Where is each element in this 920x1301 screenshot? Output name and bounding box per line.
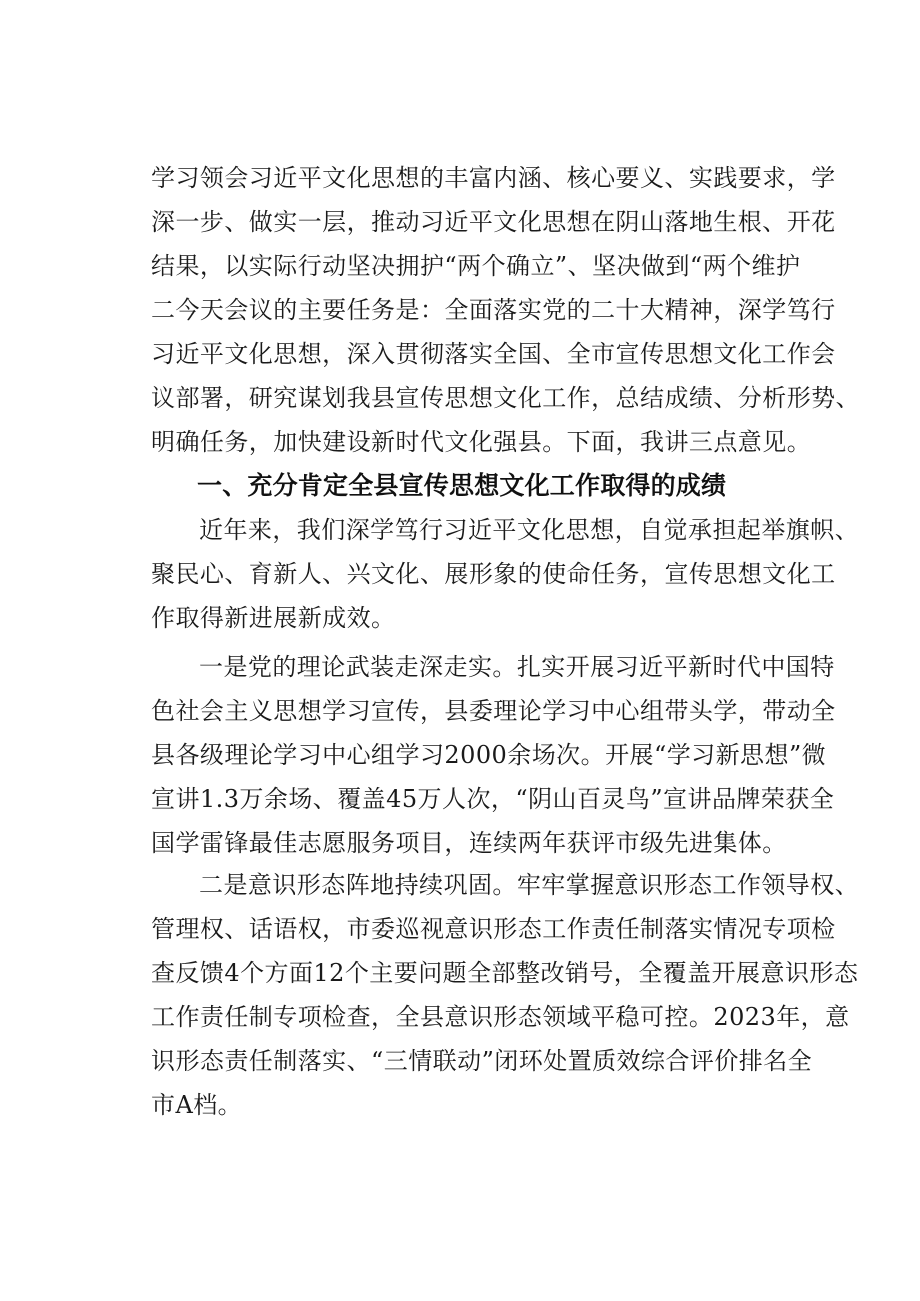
paragraph-line: 查反馈4个方面12个主要问题全部整改销号，全覆盖开展意识形态 bbox=[151, 959, 859, 987]
paragraph-line: 作取得新进展新成效。 bbox=[151, 604, 396, 632]
paragraph-line: 二今天会议的主要任务是：全面落实党的二十大精神，深学笃行 bbox=[151, 296, 836, 324]
paragraph-line: 工作责任制专项检查，全县意识形态领域平稳可控。2023年，意 bbox=[151, 1003, 850, 1031]
paragraph-line: 深一步、做实一层，推动习近平文化思想在阴山落地生根、开花 bbox=[151, 208, 836, 236]
section-heading: 一、充分肯定全县宣传思想文化工作取得的成绩 bbox=[197, 471, 727, 500]
paragraph-line: 宣讲1.3万余场、覆盖45万人次，“阴山百灵鸟”宣讲品牌荣获全 bbox=[151, 785, 835, 813]
paragraph-line: 明确任务，加快建设新时代文化强县。下面，我讲三点意见。 bbox=[151, 428, 812, 456]
paragraph-line: 结果，以实际行动坚决拥护“两个确立”、坚决做到“两个维护 bbox=[151, 252, 801, 280]
paragraph-line: 一是党的理论武装走深走实。扎实开展习近平新时代中国特 bbox=[199, 653, 835, 681]
paragraph-line: 习近平文化思想，深入贯彻落实全国、全市宣传思想文化工作会 bbox=[151, 340, 836, 368]
paragraph-line: 国学雷锋最佳志愿服务项目，连续两年获评市级先进集体。 bbox=[151, 829, 787, 857]
paragraph-line: 近年来，我们深学笃行习近平文化思想，自觉承担起举旗帜、 bbox=[199, 516, 860, 544]
paragraph-line: 市A档。 bbox=[151, 1091, 243, 1119]
paragraph-line: 二是意识形态阵地持续巩固。牢牢掌握意识形态工作领导权、 bbox=[199, 871, 860, 899]
paragraph-line: 聚民心、育新人、兴文化、展形象的使命任务，宣传思想文化工 bbox=[151, 560, 836, 588]
paragraph-line: 管理权、话语权，市委巡视意识形态工作责任制落实情况专项检 bbox=[151, 915, 836, 943]
paragraph-line: 议部署，研究谋划我县宣传思想文化工作，总结成绩、分析形势、 bbox=[151, 384, 861, 412]
paragraph-line: 色社会主义思想学习宣传，县委理论学习中心组带头学，带动全 bbox=[151, 697, 836, 725]
paragraph-line: 学习领会习近平文化思想的丰富内涵、核心要义、实践要求，学 bbox=[151, 164, 836, 192]
paragraph-line: 识形态责任制落实、“三情联动”闭环处置质效综合评价排名全 bbox=[151, 1047, 813, 1075]
paragraph-line: 县各级理论学习中心组学习2000余场次。开展“学习新思想”微 bbox=[151, 741, 827, 769]
